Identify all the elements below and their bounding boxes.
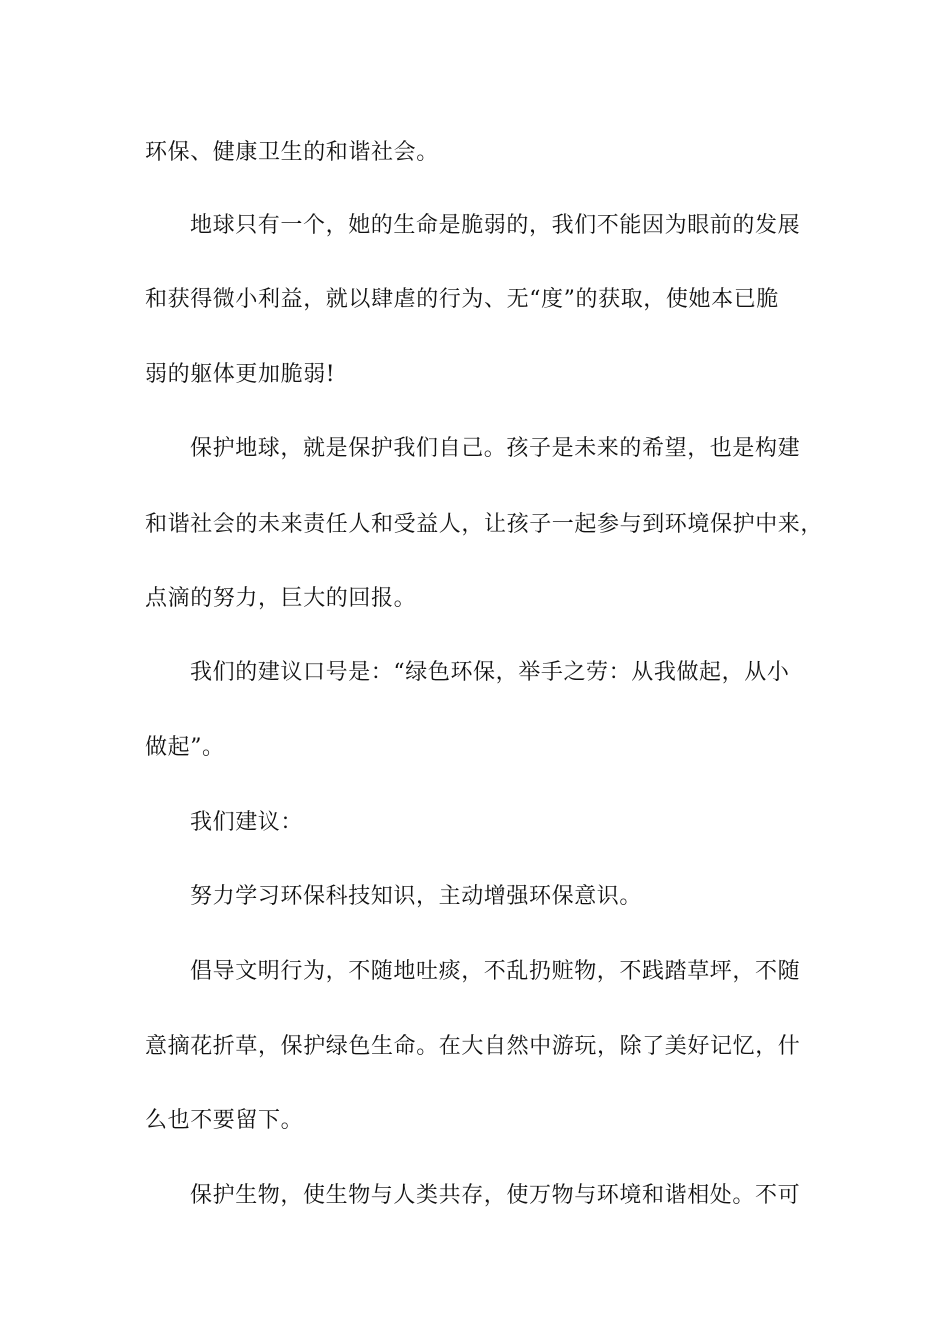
paragraph-line: 保护生物，使生物与人类共存，使万物与环境和谐相处。不可 [190, 1183, 801, 1208]
paragraph-line: 么也不要留下。 [145, 1108, 304, 1133]
paragraph-line: 点滴的努力，巨大的回报。 [145, 586, 417, 611]
paragraph-line: 做起”。 [145, 735, 225, 760]
paragraph-line: 意摘花折草，保护绿色生命。在大自然中游玩，除了美好记忆，什 [145, 1034, 801, 1059]
paragraph-line: 我们建议： [190, 810, 304, 835]
paragraph-line: 和谐社会的未来责任人和受益人，让孩子一起参与到环境保护中来， [145, 512, 824, 537]
paragraph-line: 倡导文明行为，不随地吐痰，不乱扔赃物，不践踏草坪，不随 [190, 959, 801, 984]
paragraph-line: 保护地球，就是保护我们自己。孩子是未来的希望，也是构建 [190, 436, 801, 461]
paragraph-line: 地球只有一个，她的生命是脆弱的，我们不能因为眼前的发展 [190, 213, 801, 238]
paragraph-line: 我们的建议口号是：“绿色环保，举手之劳：从我做起，从小 [190, 660, 790, 685]
paragraph-line: 环保、健康卫生的和谐社会。 [145, 140, 439, 165]
paragraph-line: 弱的躯体更加脆弱! [145, 362, 336, 387]
paragraph-line: 和获得微小利益，就以肆虐的行为、无“度”的获取，使她本已脆 [145, 287, 779, 312]
paragraph-line: 努力学习环保科技知识，主动增强环保意识。 [190, 884, 643, 909]
